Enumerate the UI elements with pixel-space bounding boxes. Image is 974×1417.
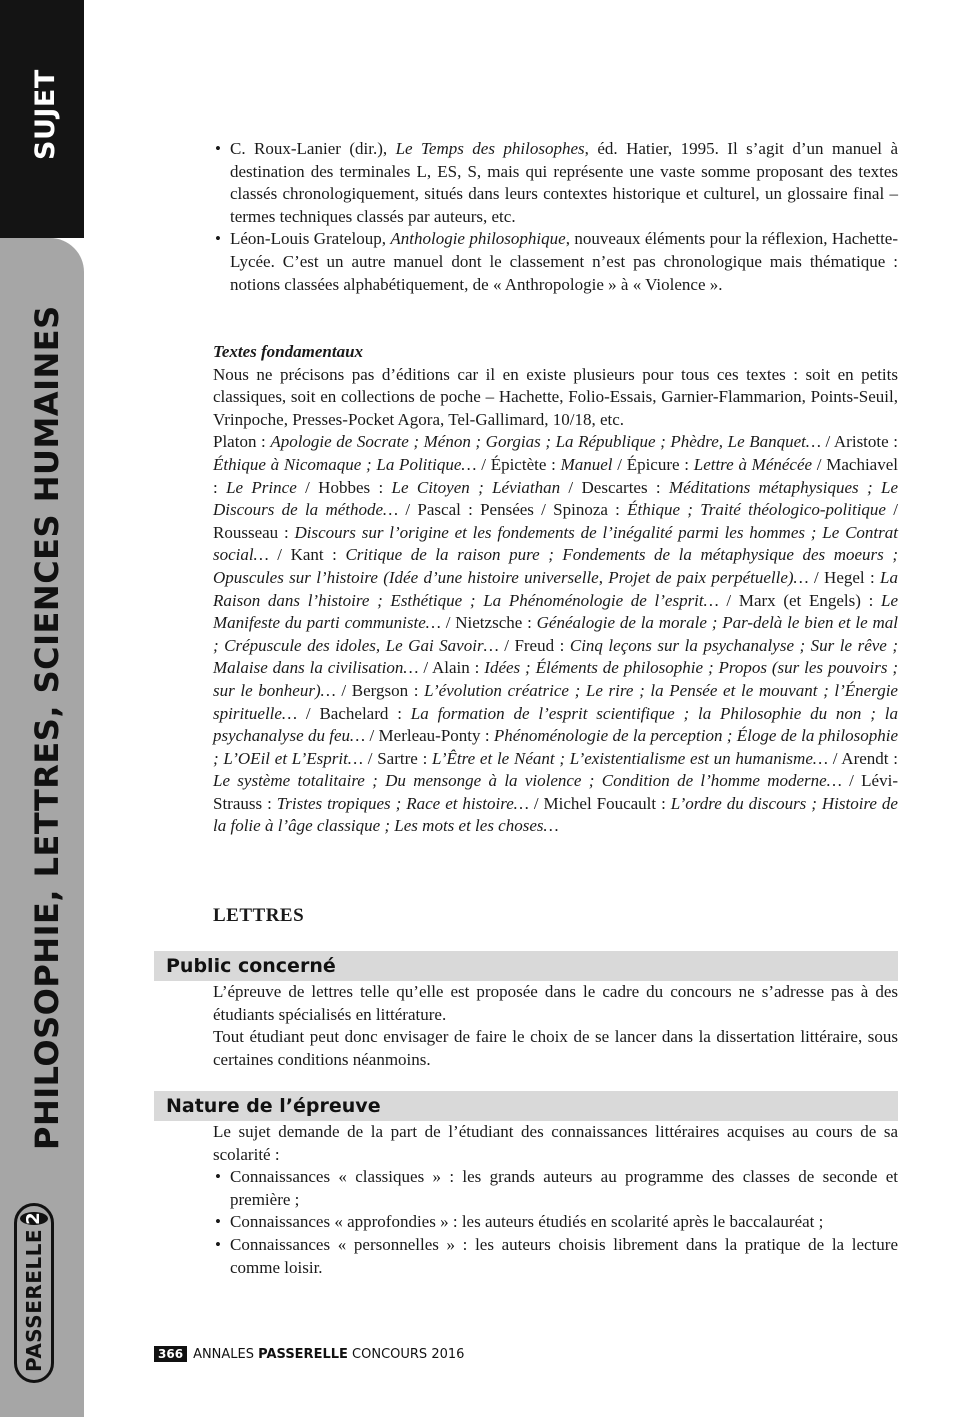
nature-heading: Nature de l’épreuve xyxy=(166,1095,381,1117)
author-name: Platon : xyxy=(213,432,271,452)
work-titles: Éthique ; Traité théologico-politique xyxy=(627,500,886,520)
author-name: Spinoza : xyxy=(553,500,628,520)
list-item: • Connaissances « approfondies » : les auteurs étudiés en scolarité après le baccalauréat ; xyxy=(213,1211,898,1234)
vertical-section-title: PHILOSOPHIE, LETTRES, SCIENCES HUMAINES xyxy=(28,305,66,1150)
separator: / xyxy=(398,500,418,520)
fundamental-texts-block xyxy=(213,341,903,838)
work-titles: Manuel xyxy=(560,454,613,474)
nature-heading-bar xyxy=(154,1091,898,1121)
work-titles: Lettre à Ménécée xyxy=(693,454,813,474)
work-titles: Tristes tropiques ; Race et histoire… xyxy=(276,793,529,813)
footer-text-after: CONCOURS 2016 xyxy=(347,1346,465,1362)
list-item: • Connaissances « personnelles » : les auteurs choisis librement dans la pratique de la lecture comme loisir. xyxy=(213,1234,898,1279)
work-titles: Le Prince xyxy=(226,477,297,497)
work-titles: Idées ; Éléments de philosophie ; Propos (sur les pouvoirs ; sur le bonheur)… xyxy=(213,658,898,700)
work-titles: Cinq leçons sur la psychanalyse ; Sur le rêve ; Malaise dans la civilisation… xyxy=(213,635,899,678)
separator: / xyxy=(718,590,739,610)
separator: / xyxy=(268,545,291,565)
footer-text-before: ANNALES xyxy=(193,1346,259,1362)
separator: / xyxy=(812,454,827,474)
list-item: • C. Roux-Lanier (dir.), Le Temps des philosophes, éd. Hatier, 1995. Il s’agit d’un manuel à destination des terminales L, ES, S, mais qui représente une vaste somme proposant des textes classés chronologiquement, situés dans leurs contextes historique et culturel, un glossaire final – termes techniques classés par auteurs, etc. xyxy=(213,138,898,228)
separator: / xyxy=(612,454,627,474)
work-titles: Critique de la raison pure ; Fondements de la métaphysique des moeurs ; Opuscules sur l’histoire (Idée d’une histoire universelle, Projet de paix perpétuelle)… xyxy=(213,545,898,587)
fundamental-texts-intro: Nous ne précisons pas d’éditions car il en existe plusieurs pour tous ces textes : soit en petits classiques, soit en collections de poche – Hachette, Folio-Essais, Garnier-Flammarion, Points-Seuil, Vrinpoche, Presses-Pocket Agora, Tel-Gallimard, 10/18, etc. xyxy=(213,364,898,429)
author-name: Hegel : xyxy=(824,567,881,587)
separator: / xyxy=(820,432,834,452)
references-block xyxy=(213,138,898,296)
public-heading: Public concerné xyxy=(166,955,336,977)
separator: / xyxy=(476,454,491,474)
separator: / xyxy=(362,748,378,768)
logo-number: 2 xyxy=(20,1212,48,1225)
author-name: Machiavel : xyxy=(213,454,898,497)
work-titles: Discours sur l’origine et les fondements de l’inégalité parmi les hommes ; Le Contrat social… xyxy=(213,522,898,565)
work-titles: Le système totalitaire ; Du mensonge à la violence ; Condition de l’homme moderne… xyxy=(213,771,842,791)
work-titles: L’Être et le Néant ; L’existentialisme est un humanisme… xyxy=(432,748,828,768)
references-list xyxy=(213,138,898,296)
separator: / xyxy=(418,658,433,678)
work-titles: L’ordre du discours ; Histoire de la folie à l’âge classique ; Les mots et les choses… xyxy=(213,793,898,836)
separator: / xyxy=(297,703,320,723)
public-paragraph-1: L’épreuve de lettres telle qu’elle est proposée dans le cadre du concours ne s’adresse pas à des étudiants spécialisés en littérature. xyxy=(213,982,898,1024)
author-name: Nietzsche : xyxy=(455,613,537,633)
author-name: Rousseau : xyxy=(213,522,295,542)
separator: / xyxy=(365,726,379,746)
footer-brand: PASSERELLE xyxy=(258,1346,348,1362)
logo-text: PASSERELLE xyxy=(22,1228,46,1372)
nature-block xyxy=(213,1121,898,1279)
passerelle-logo xyxy=(14,1183,62,1383)
separator: / xyxy=(528,793,544,813)
work-titles: Méditations métaphysiques ; Le Discours de la méthode… xyxy=(213,477,898,520)
separator: / xyxy=(808,567,825,587)
author-name: Sartre : xyxy=(377,748,433,768)
public-heading-bar xyxy=(154,951,898,981)
list-item: • Connaissances « classiques » : les grands auteurs au programme des classes de seconde et première ; xyxy=(213,1166,898,1211)
work-titles: La formation de l’esprit scientifique ; la Philosophie du non ; la psychanalyse du feu… xyxy=(213,703,898,746)
author-name: Hobbes : xyxy=(318,477,392,497)
separator: / xyxy=(560,477,582,497)
separator: / xyxy=(296,477,319,497)
author-name: Merleau-Ponty : xyxy=(378,726,494,746)
author-name: Bergson : xyxy=(351,680,425,700)
work-titles: Le Manifeste du parti communiste… xyxy=(213,590,898,633)
author-name: Arendt : xyxy=(841,748,898,768)
work-titles: Apologie de Socrate ; Ménon ; Gorgias ; La République ; Phèdre, Le Banquet… xyxy=(270,432,821,452)
author-name: Aristote : xyxy=(833,432,898,452)
work-titles: Le Citoyen ; Léviathan xyxy=(391,477,561,497)
separator: / xyxy=(498,635,515,655)
work-titles: Généalogie de la morale ; Par-delà le bien et le mal ; Crépuscule des idoles, Le Gai Savoir… xyxy=(213,613,898,655)
public-paragraph-2: Tout étudiant peut donc envisager de faire le choix de se lancer dans la dissertation littéraire, sous certaines conditions néanmoins. xyxy=(213,1027,898,1069)
author-name: Michel Foucault : xyxy=(543,793,671,813)
work-titles: L’évolution créatrice ; Le rire ; la Pensée et le mouvant ; l’Énergie spirituelle… xyxy=(213,680,898,723)
page-footer xyxy=(154,1346,464,1362)
list-item: • Léon-Louis Grateloup, Anthologie philosophique, nouveaux éléments pour la réflexion, Hachette-Lycée. C’est un autre manuel dont le classement n’est pas chronologique mais thématique : notions classées alphabétiquement, de « Anthropologie » à « Violence ». xyxy=(213,228,898,296)
nature-intro: Le sujet demande de la part de l’étudiant des connaissances littéraires acquises au cours de sa scolarité : xyxy=(213,1122,898,1164)
author-name: Descartes : xyxy=(581,477,669,497)
author-name: Épicure : xyxy=(626,454,694,474)
public-block xyxy=(213,981,898,1071)
author-name: Bachelard : xyxy=(319,703,411,723)
nature-list xyxy=(213,1166,898,1279)
separator: / xyxy=(335,680,352,700)
author-name: Freud : xyxy=(514,635,570,655)
fundamental-texts-heading: Textes fondamentaux xyxy=(213,342,364,361)
page-number: 366 xyxy=(154,1346,187,1362)
section-label: SUJET xyxy=(30,69,61,160)
separator: / xyxy=(885,500,903,520)
author-name: Kant : xyxy=(290,545,346,565)
author-name: Pascal : Pensées xyxy=(417,500,534,520)
lettres-title-block xyxy=(213,905,898,928)
lettres-title: LETTRES xyxy=(213,905,305,926)
author-name: Marx (et Engels) : xyxy=(738,590,881,610)
separator: / xyxy=(841,771,862,791)
author-name: Épictète : xyxy=(490,454,561,474)
separator: / xyxy=(827,748,842,768)
author-name: Alain : xyxy=(432,658,485,678)
separator: / xyxy=(533,500,554,520)
separator: / xyxy=(440,613,456,633)
fundamental-texts-list xyxy=(213,431,903,838)
work-titles: Éthique à Nicomaque ; La Politique… xyxy=(213,454,477,474)
author-name: Lévi-Strauss : xyxy=(213,771,898,813)
work-titles: La Raison dans l’histoire ; Esthétique ; La Phénoménologie de l’esprit… xyxy=(213,567,898,610)
work-titles: Phénoménologie de la perception ; Éloge de la philosophie ; L’OEil et L’Esprit… xyxy=(213,726,898,768)
